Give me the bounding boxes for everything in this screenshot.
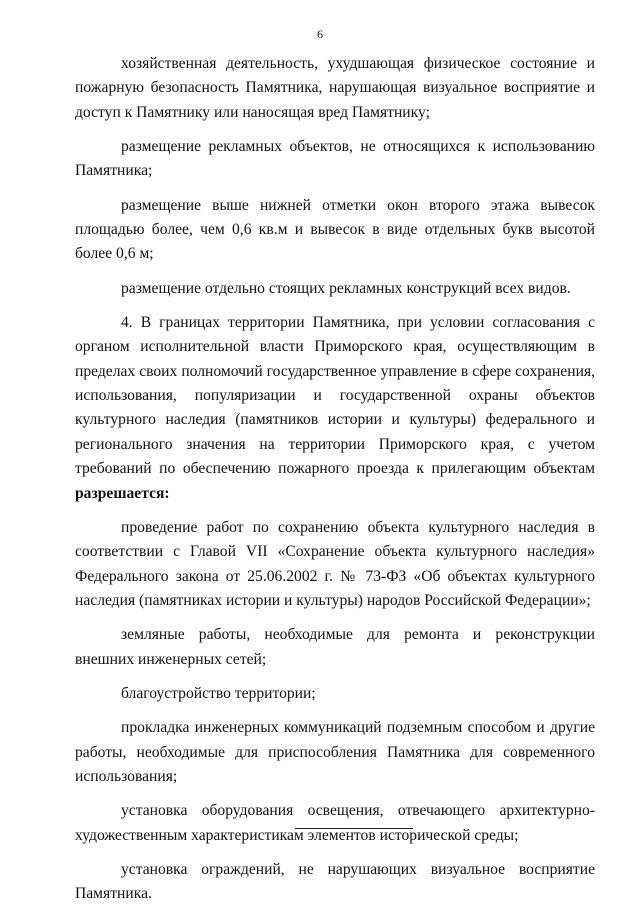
paragraph-standalone-ads: размещение отдельно стоящих рекламных конструкций всех видов. [121,279,571,297]
allowed-earthworks: земляные работы, необходимые для ремонта и реконструкции внешних инженерных сетей; [75,626,595,668]
paragraph-advertising-objects: размещение рекламных объектов, не относящихся к использованию Памятника; [75,138,595,180]
item-4-paragraph [75,311,595,506]
allowed-landscaping: благоустройство территории; [121,684,316,702]
allowed-underground-utilities: прокладка инженерных коммуникаций подземным способом и другие работы, необходимые для приспособления Памятника для современного использования; [75,719,595,785]
allowed-fencing: установка ограждений, не нарушающих визуальное восприятие Памятника. [75,860,595,903]
allowed-lighting: установка оборудования освещения, отвечающего архитектурно-художественным характеристикам элементов исторической среды; [75,802,595,844]
item-4-text: 4. В границах территории Памятника, при условии согласования с органом исполнительной власти Приморского края, осуществляющим в пределах своих полномочий государственное управление в сфере сохранения, использования, популяризации и государственной охраны объектов культурного наследия (памятников истории и культуры) федерального и регионального значения на территории Приморского края, с учетом требований по обеспечению пожарного проезда к прилегающим объектам [75,313,595,478]
page-number: 6 [317,27,323,41]
paragraph-economic-activity: хозяйственная деятельность, ухудшающая физическое состояние и пожарную безопасность Памятника, нарушающая визуальное восприятие и доступ к Памятнику или наносящая вред Памятнику; [75,55,595,121]
allowed-preservation-works: проведение работ по сохранению объекта культурного наследия в соответствии с Главой VII «Сохранение объекта культурного наследия» Федерального закона от 25.06.2002 г. № 73-ФЗ «Об объектах культурного наследия (памятниках истории и культуры) народов Российской Федерации»; [75,518,595,610]
paragraph-signboards: размещение выше нижней отметки окон второго этажа вывесок площадью более, чем 0,6 кв.м и вывесок в виде отдельных букв высотой более 0,6 м; [75,196,595,263]
end-of-text-rule [295,828,413,829]
document-body [75,52,595,916]
item-4-emphasis: разрешается: [75,484,170,502]
